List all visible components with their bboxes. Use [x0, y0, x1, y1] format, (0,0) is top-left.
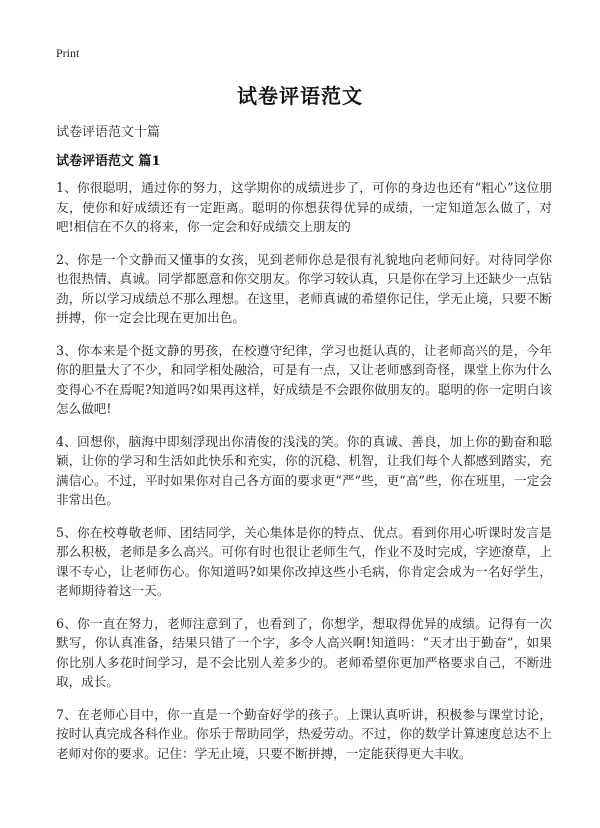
paragraph-4: 4、回想你，脑海中即刻浮现出你清俊的浅浅的笑。你的真诚、善良，加上你的勤奋和聪颖，让你的学习和生活如此快乐和充实，你的沉稳、机智，让我们每个人都感到踏实，充满信心。不过，平时如果你对自己各方面的要求更“严”些，更“高”些，你在班里，一定会非常出色。 [56, 433, 552, 507]
paragraph-5: 5、你在校尊敬老师、团结同学，关心集体是你的特点、优点。看到你用心听课时发言是那么积极，老师是多么高兴。可你有时也很让老师生气，作业不及时完成，字迹潦草，上课不专心，让老师伤心。你知道吗?如果你改掉这些小毛病，你肯定会成为一名好学生，老师期待着这一天。 [56, 524, 552, 598]
section-heading: 试卷评语范文 篇1 [56, 154, 161, 169]
paragraph-3: 3、你本来是个挺文静的男孩，在校遵守纪律，学习也挺认真的，让老师高兴的是，今年你的胆量大了不少，和同学相处融洽，可是有一点，又让老师感到奇怪，课堂上你为什么变得心不在焉呢?知道吗?如果再这样，好成绩是不会跟你做朋友的。聪明的你一定明白该怎么做吧! [56, 342, 552, 416]
document-subtitle: 试卷评语范文十篇 [56, 125, 161, 140]
paragraph-6: 6、你一直在努力，老师注意到了，也看到了，你想学，想取得优异的成绩。记得有一次默写，你认真准备，结果只错了一个字，多令人高兴啊!知道吗：“天才出于勤奋”，如果你比别人多花时间学习，是不会比别人差多少的。老师希望你更加严格要求自己，不断进取，成长。 [56, 615, 552, 689]
print-label: Print [56, 46, 80, 60]
paragraph-1: 1、你很聪明，通过你的努力，这学期你的成绩进步了，可你的身边也还有“粗心”这位朋友，使你和好成绩还有一定距离。聪明的你想获得优异的成绩，一定知道怎么做了，对吧!相信在不久的将来，你一定会和好成绩交上朋友的 [56, 180, 552, 234]
paragraph-2: 2、你是一个文静而又懂事的女孩，见到老师你总是很有礼貌地向老师问好。对待同学你也很热情、真诚。同学都愿意和你交朋友。你学习较认真，只是你在学习上还缺少一点钻劲，所以学习成绩总不那么理想。在这里，老师真诚的希望你记住，学无止境，只要不断拼搏，你一定会比现在更加出色。 [56, 251, 552, 325]
paragraph-7: 7、在老师心目中，你一直是一个勤奋好学的孩子。上课认真听讲，积极参与课堂讨论，按时认真完成各科作业。你乐于帮助同学，热爱劳动。不过，你的数学计算速度总达不上老师对你的要求。记住：学无止境，只要不断拼搏，一定能获得更大丰收。 [56, 706, 552, 761]
document-title: 试卷评语范文 [237, 84, 363, 108]
document-body [56, 178, 552, 776]
